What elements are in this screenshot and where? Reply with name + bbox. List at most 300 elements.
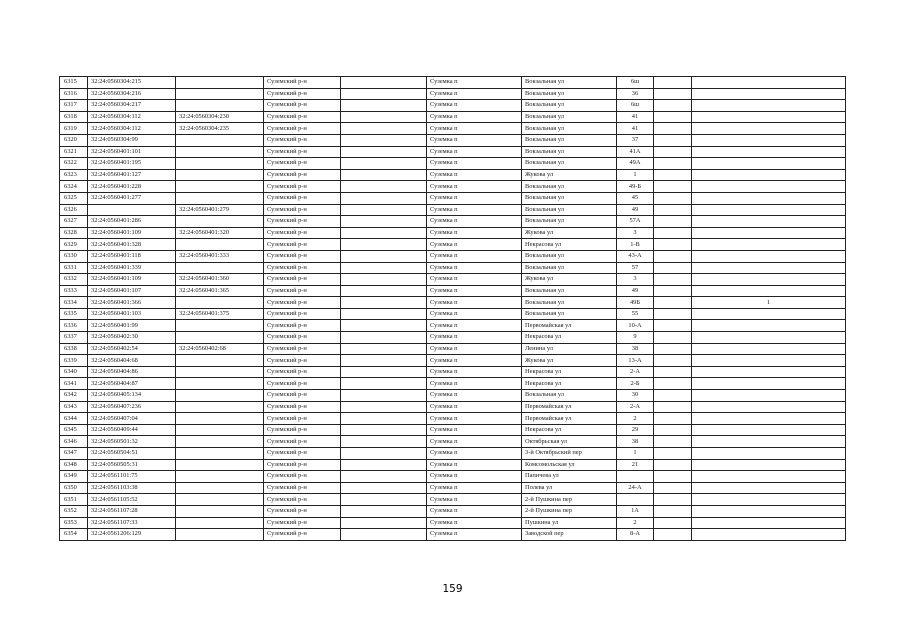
note-cell <box>692 424 846 436</box>
note-cell <box>692 158 846 170</box>
district-cell: Суземский р-н <box>264 517 341 529</box>
district-cell: Суземский р-н <box>264 471 341 483</box>
related-cadastral-number-cell <box>176 192 264 204</box>
building-number-cell <box>654 378 692 390</box>
locality-extra-cell <box>341 192 427 204</box>
cadastral-number-cell: 32:24:0561105:52 <box>88 494 176 506</box>
cadastral-number-cell: 32:24:0560404:86 <box>88 366 176 378</box>
related-cadastral-number-cell: 32:24:0560401:365 <box>176 285 264 297</box>
district-cell: Суземский р-н <box>264 448 341 460</box>
related-cadastral-number-cell <box>176 239 264 251</box>
house-number-cell: 29 <box>617 424 654 436</box>
related-cadastral-number-cell <box>176 355 264 367</box>
street-cell: 2-й Пушкина пер <box>522 505 617 517</box>
row-number-cell: 6317 <box>60 100 88 112</box>
note-cell <box>692 204 846 216</box>
row-number-cell: 6339 <box>60 355 88 367</box>
related-cadastral-number-cell <box>176 146 264 158</box>
settlement-cell: Суземка п <box>427 134 522 146</box>
table-row <box>60 505 846 517</box>
settlement-cell: Суземка п <box>427 390 522 402</box>
locality-extra-cell <box>341 332 427 344</box>
table-row <box>60 343 846 355</box>
table-row <box>60 274 846 286</box>
table-body <box>60 77 846 541</box>
cadastral-number-cell: 32:24:0561206:129 <box>88 529 176 541</box>
district-cell: Суземский р-н <box>264 505 341 517</box>
row-number-cell: 6337 <box>60 332 88 344</box>
note-cell <box>692 100 846 112</box>
note-cell <box>692 459 846 471</box>
table-row <box>60 366 846 378</box>
district-cell: Суземский р-н <box>264 494 341 506</box>
street-cell: Первомайская ул <box>522 320 617 332</box>
cadastral-number-cell: 32:24:0560401:286 <box>88 216 176 228</box>
note-cell <box>692 111 846 123</box>
house-number-cell: 2-А <box>617 401 654 413</box>
building-number-cell <box>654 343 692 355</box>
cadastral-number-cell: 32:24:0560304:216 <box>88 88 176 100</box>
note-cell <box>692 390 846 402</box>
street-cell: Жукова ул <box>522 227 617 239</box>
building-number-cell <box>654 482 692 494</box>
settlement-cell: Суземка п <box>427 216 522 228</box>
district-cell: Суземский р-н <box>264 250 341 262</box>
row-number-cell: 6345 <box>60 424 88 436</box>
related-cadastral-number-cell <box>176 459 264 471</box>
street-cell: Вокзальная ул <box>522 204 617 216</box>
settlement-cell: Суземка п <box>427 262 522 274</box>
street-cell: Вокзальная ул <box>522 111 617 123</box>
related-cadastral-number-cell <box>176 100 264 112</box>
table-row <box>60 216 846 228</box>
settlement-cell: Суземка п <box>427 413 522 425</box>
table-row <box>60 471 846 483</box>
note-cell <box>692 192 846 204</box>
street-cell: Полева ул <box>522 482 617 494</box>
house-number-cell: 49 <box>617 285 654 297</box>
cadastral-number-cell: 32:24:0560304:112 <box>88 111 176 123</box>
building-number-cell <box>654 181 692 193</box>
cadastral-number-cell: 32:24:0560401:103 <box>88 308 176 320</box>
locality-extra-cell <box>341 169 427 181</box>
related-cadastral-number-cell <box>176 471 264 483</box>
note-cell <box>692 308 846 320</box>
note-cell <box>692 355 846 367</box>
settlement-cell: Суземка п <box>427 169 522 181</box>
row-number-cell: 6325 <box>60 192 88 204</box>
house-number-cell: 24-А <box>617 482 654 494</box>
locality-extra-cell <box>341 250 427 262</box>
locality-extra-cell <box>341 401 427 413</box>
cadastral-number-cell: 32:24:0561107:33 <box>88 517 176 529</box>
locality-extra-cell <box>341 517 427 529</box>
settlement-cell: Суземка п <box>427 192 522 204</box>
note-cell <box>692 216 846 228</box>
cadastral-number-cell: 32:24:0560401:339 <box>88 262 176 274</box>
house-number-cell: 2 <box>617 517 654 529</box>
house-number-cell: 49-Б <box>617 181 654 193</box>
note-cell <box>692 366 846 378</box>
locality-extra-cell <box>341 459 427 471</box>
locality-extra-cell <box>341 320 427 332</box>
settlement-cell: Суземка п <box>427 285 522 297</box>
note-cell <box>692 494 846 506</box>
locality-extra-cell <box>341 285 427 297</box>
table-row <box>60 517 846 529</box>
cadastral-number-cell: 32:24:0561101:75 <box>88 471 176 483</box>
house-number-cell: 10-А <box>617 320 654 332</box>
note-cell <box>692 482 846 494</box>
building-number-cell <box>654 169 692 181</box>
district-cell: Суземский р-н <box>264 320 341 332</box>
settlement-cell: Суземка п <box>427 529 522 541</box>
district-cell: Суземский р-н <box>264 204 341 216</box>
table-row <box>60 123 846 135</box>
locality-extra-cell <box>341 297 427 309</box>
note-cell <box>692 285 846 297</box>
table-row <box>60 227 846 239</box>
note-cell <box>692 529 846 541</box>
related-cadastral-number-cell <box>176 262 264 274</box>
note-cell <box>692 88 846 100</box>
related-cadastral-number-cell: 32:24:0560401:375 <box>176 308 264 320</box>
row-number-cell: 6343 <box>60 401 88 413</box>
note-cell <box>692 448 846 460</box>
locality-extra-cell <box>341 146 427 158</box>
building-number-cell <box>654 517 692 529</box>
settlement-cell: Суземка п <box>427 88 522 100</box>
table-row <box>60 436 846 448</box>
cadastral-number-cell: 32:24:0560401:101 <box>88 146 176 158</box>
district-cell: Суземский р-н <box>264 366 341 378</box>
house-number-cell: 1А <box>617 505 654 517</box>
table-row <box>60 111 846 123</box>
locality-extra-cell <box>341 494 427 506</box>
locality-extra-cell <box>341 111 427 123</box>
street-cell: Некрасова ул <box>522 366 617 378</box>
note-cell <box>692 181 846 193</box>
building-number-cell <box>654 204 692 216</box>
row-number-cell: 6338 <box>60 343 88 355</box>
house-number-cell: 9 <box>617 332 654 344</box>
district-cell: Суземский р-н <box>264 285 341 297</box>
house-number-cell <box>617 494 654 506</box>
settlement-cell: Суземка п <box>427 181 522 193</box>
street-cell: Вокзальная ул <box>522 308 617 320</box>
cadastral-number-cell: 32:24:0560402:54 <box>88 343 176 355</box>
row-number-cell: 6353 <box>60 517 88 529</box>
building-number-cell <box>654 308 692 320</box>
cadastral-number-cell: 32:24:0560401:127 <box>88 169 176 181</box>
related-cadastral-number-cell: 32:24:0560401:279 <box>176 204 264 216</box>
house-number-cell: 13-А <box>617 355 654 367</box>
district-cell: Суземский р-н <box>264 77 341 89</box>
district-cell: Суземский р-н <box>264 355 341 367</box>
note-cell <box>692 239 846 251</box>
settlement-cell: Суземка п <box>427 250 522 262</box>
cadastral-number-cell: 32:24:0561103:38 <box>88 482 176 494</box>
settlement-cell: Суземка п <box>427 204 522 216</box>
locality-extra-cell <box>341 448 427 460</box>
settlement-cell: Суземка п <box>427 459 522 471</box>
row-number-cell: 6320 <box>60 134 88 146</box>
house-number-cell: 2-А <box>617 366 654 378</box>
row-number-cell: 6351 <box>60 494 88 506</box>
street-cell: Вокзальная ул <box>522 181 617 193</box>
related-cadastral-number-cell <box>176 216 264 228</box>
note-cell <box>692 250 846 262</box>
settlement-cell: Суземка п <box>427 424 522 436</box>
house-number-cell: 21 <box>617 459 654 471</box>
district-cell: Суземский р-н <box>264 169 341 181</box>
house-number-cell: 37 <box>617 134 654 146</box>
street-cell: Вокзальная ул <box>522 100 617 112</box>
building-number-cell <box>654 227 692 239</box>
locality-extra-cell <box>341 355 427 367</box>
cadastral-number-cell: 32:24:0560401:118 <box>88 250 176 262</box>
related-cadastral-number-cell <box>176 332 264 344</box>
row-number-cell: 6327 <box>60 216 88 228</box>
house-number-cell: 2 <box>617 413 654 425</box>
cadastral-number-cell: 32:24:0560405:134 <box>88 390 176 402</box>
related-cadastral-number-cell <box>176 378 264 390</box>
settlement-cell: Суземка п <box>427 471 522 483</box>
row-number-cell: 6332 <box>60 274 88 286</box>
building-number-cell <box>654 355 692 367</box>
district-cell: Суземский р-н <box>264 401 341 413</box>
note-cell <box>692 471 846 483</box>
house-number-cell: 2-Б <box>617 378 654 390</box>
house-number-cell: 6ш <box>617 77 654 89</box>
building-number-cell <box>654 320 692 332</box>
district-cell: Суземский р-н <box>264 436 341 448</box>
cadastral-number-cell: 32:24:0560504:51 <box>88 448 176 460</box>
house-number-cell: 41 <box>617 111 654 123</box>
table-row <box>60 134 846 146</box>
row-number-cell: 6334 <box>60 297 88 309</box>
house-number-cell: 1 <box>617 448 654 460</box>
street-cell: Вокзальная ул <box>522 390 617 402</box>
related-cadastral-number-cell: 32:24:0560402:68 <box>176 343 264 355</box>
related-cadastral-number-cell <box>176 88 264 100</box>
street-cell: Первомайская ул <box>522 401 617 413</box>
locality-extra-cell <box>341 181 427 193</box>
cadastral-number-cell: 32:24:0560401:277 <box>88 192 176 204</box>
table-row <box>60 297 846 309</box>
row-number-cell: 6324 <box>60 181 88 193</box>
building-number-cell <box>654 216 692 228</box>
locality-extra-cell <box>341 529 427 541</box>
district-cell: Суземский р-н <box>264 146 341 158</box>
district-cell: Суземский р-н <box>264 343 341 355</box>
related-cadastral-number-cell <box>176 390 264 402</box>
cadastral-number-cell: 32:24:0560505:31 <box>88 459 176 471</box>
district-cell: Суземский р-н <box>264 390 341 402</box>
page-number: 159 <box>442 583 463 595</box>
locality-extra-cell <box>341 471 427 483</box>
street-cell: Вокзальная ул <box>522 262 617 274</box>
cadastral-number-cell: 32:24:0560401:107 <box>88 285 176 297</box>
locality-extra-cell <box>341 216 427 228</box>
row-number-cell: 6326 <box>60 204 88 216</box>
district-cell: Суземский р-н <box>264 297 341 309</box>
house-number-cell: 43-А <box>617 250 654 262</box>
locality-extra-cell <box>341 239 427 251</box>
row-number-cell: 6315 <box>60 77 88 89</box>
house-number-cell: 3 <box>617 227 654 239</box>
locality-extra-cell <box>341 424 427 436</box>
district-cell: Суземский р-н <box>264 308 341 320</box>
note-cell: 1 <box>692 297 846 309</box>
district-cell: Суземский р-н <box>264 158 341 170</box>
house-number-cell: 57 <box>617 262 654 274</box>
building-number-cell <box>654 77 692 89</box>
cadastral-number-cell: 32:24:0560404:68 <box>88 355 176 367</box>
building-number-cell <box>654 192 692 204</box>
street-cell: Вокзальная ул <box>522 285 617 297</box>
note-cell <box>692 146 846 158</box>
district-cell: Суземский р-н <box>264 378 341 390</box>
row-number-cell: 6319 <box>60 123 88 135</box>
building-number-cell <box>654 146 692 158</box>
street-cell: Жукова ул <box>522 274 617 286</box>
row-number-cell: 6348 <box>60 459 88 471</box>
cadastral-number-cell: 32:24:0560304:215 <box>88 77 176 89</box>
related-cadastral-number-cell <box>176 505 264 517</box>
table-row <box>60 401 846 413</box>
row-number-cell: 6328 <box>60 227 88 239</box>
cadastral-number-cell: 32:24:0560401:99 <box>88 320 176 332</box>
table-row <box>60 529 846 541</box>
settlement-cell: Суземка п <box>427 517 522 529</box>
cadastral-number-cell: 32:24:0560401:366 <box>88 297 176 309</box>
settlement-cell: Суземка п <box>427 320 522 332</box>
related-cadastral-number-cell: 32:24:0560304:235 <box>176 123 264 135</box>
table-row <box>60 378 846 390</box>
house-number-cell: 36 <box>617 88 654 100</box>
related-cadastral-number-cell <box>176 297 264 309</box>
cadastral-number-cell: 32:24:0560402:30 <box>88 332 176 344</box>
table-row <box>60 390 846 402</box>
table-row <box>60 88 846 100</box>
district-cell: Суземский р-н <box>264 181 341 193</box>
building-number-cell <box>654 239 692 251</box>
note-cell <box>692 505 846 517</box>
building-number-cell <box>654 471 692 483</box>
district-cell: Суземский р-н <box>264 111 341 123</box>
related-cadastral-number-cell <box>176 448 264 460</box>
locality-extra-cell <box>341 505 427 517</box>
note-cell <box>692 401 846 413</box>
street-cell: Жукова ул <box>522 169 617 181</box>
house-number-cell: 1-В <box>617 239 654 251</box>
house-number-cell: 38 <box>617 436 654 448</box>
table-row <box>60 204 846 216</box>
related-cadastral-number-cell <box>176 436 264 448</box>
building-number-cell <box>654 366 692 378</box>
street-cell: Папичева ул <box>522 471 617 483</box>
building-number-cell <box>654 494 692 506</box>
table-row <box>60 158 846 170</box>
related-cadastral-number-cell <box>176 482 264 494</box>
house-number-cell: 41 <box>617 123 654 135</box>
cadastral-number-cell: 32:24:0560401:195 <box>88 158 176 170</box>
settlement-cell: Суземка п <box>427 297 522 309</box>
street-cell: Комсомольская ул <box>522 459 617 471</box>
related-cadastral-number-cell <box>176 413 264 425</box>
row-number-cell: 6349 <box>60 471 88 483</box>
table-row <box>60 320 846 332</box>
house-number-cell <box>617 471 654 483</box>
row-number-cell: 6329 <box>60 239 88 251</box>
row-number-cell: 6323 <box>60 169 88 181</box>
related-cadastral-number-cell <box>176 494 264 506</box>
row-number-cell: 6342 <box>60 390 88 402</box>
locality-extra-cell <box>341 482 427 494</box>
note-cell <box>692 169 846 181</box>
table-row <box>60 332 846 344</box>
property-registry-table <box>59 76 846 541</box>
building-number-cell <box>654 262 692 274</box>
street-cell: Первомайская ул <box>522 413 617 425</box>
street-cell: Вокзальная ул <box>522 192 617 204</box>
street-cell: Вокзальная ул <box>522 216 617 228</box>
house-number-cell: 45 <box>617 192 654 204</box>
building-number-cell <box>654 111 692 123</box>
building-number-cell <box>654 505 692 517</box>
district-cell: Суземский р-н <box>264 216 341 228</box>
related-cadastral-number-cell: 32:24:0560401:320 <box>176 227 264 239</box>
locality-extra-cell <box>341 100 427 112</box>
cadastral-number-cell: 32:24:0560407:04 <box>88 413 176 425</box>
street-cell: Некрасова ул <box>522 332 617 344</box>
note-cell <box>692 343 846 355</box>
cadastral-number-cell: 32:24:0560401:228 <box>88 181 176 193</box>
settlement-cell: Суземка п <box>427 436 522 448</box>
table-row <box>60 448 846 460</box>
related-cadastral-number-cell <box>176 320 264 332</box>
row-number-cell: 6330 <box>60 250 88 262</box>
settlement-cell: Суземка п <box>427 378 522 390</box>
building-number-cell <box>654 459 692 471</box>
row-number-cell: 6335 <box>60 308 88 320</box>
table-row <box>60 146 846 158</box>
locality-extra-cell <box>341 413 427 425</box>
street-cell: Вокзальная ул <box>522 77 617 89</box>
cadastral-number-cell <box>88 204 176 216</box>
street-cell: Вокзальная ул <box>522 88 617 100</box>
district-cell: Суземский р-н <box>264 88 341 100</box>
building-number-cell <box>654 448 692 460</box>
table-row <box>60 494 846 506</box>
house-number-cell: 49А <box>617 158 654 170</box>
street-cell: Вокзальная ул <box>522 250 617 262</box>
table-row <box>60 181 846 193</box>
row-number-cell: 6347 <box>60 448 88 460</box>
street-cell: Вокзальная ул <box>522 134 617 146</box>
building-number-cell <box>654 100 692 112</box>
note-cell <box>692 378 846 390</box>
table-row <box>60 413 846 425</box>
district-cell: Суземский р-н <box>264 274 341 286</box>
settlement-cell: Суземка п <box>427 494 522 506</box>
note-cell <box>692 517 846 529</box>
table-row <box>60 77 846 89</box>
locality-extra-cell <box>341 204 427 216</box>
settlement-cell: Суземка п <box>427 111 522 123</box>
row-number-cell: 6336 <box>60 320 88 332</box>
